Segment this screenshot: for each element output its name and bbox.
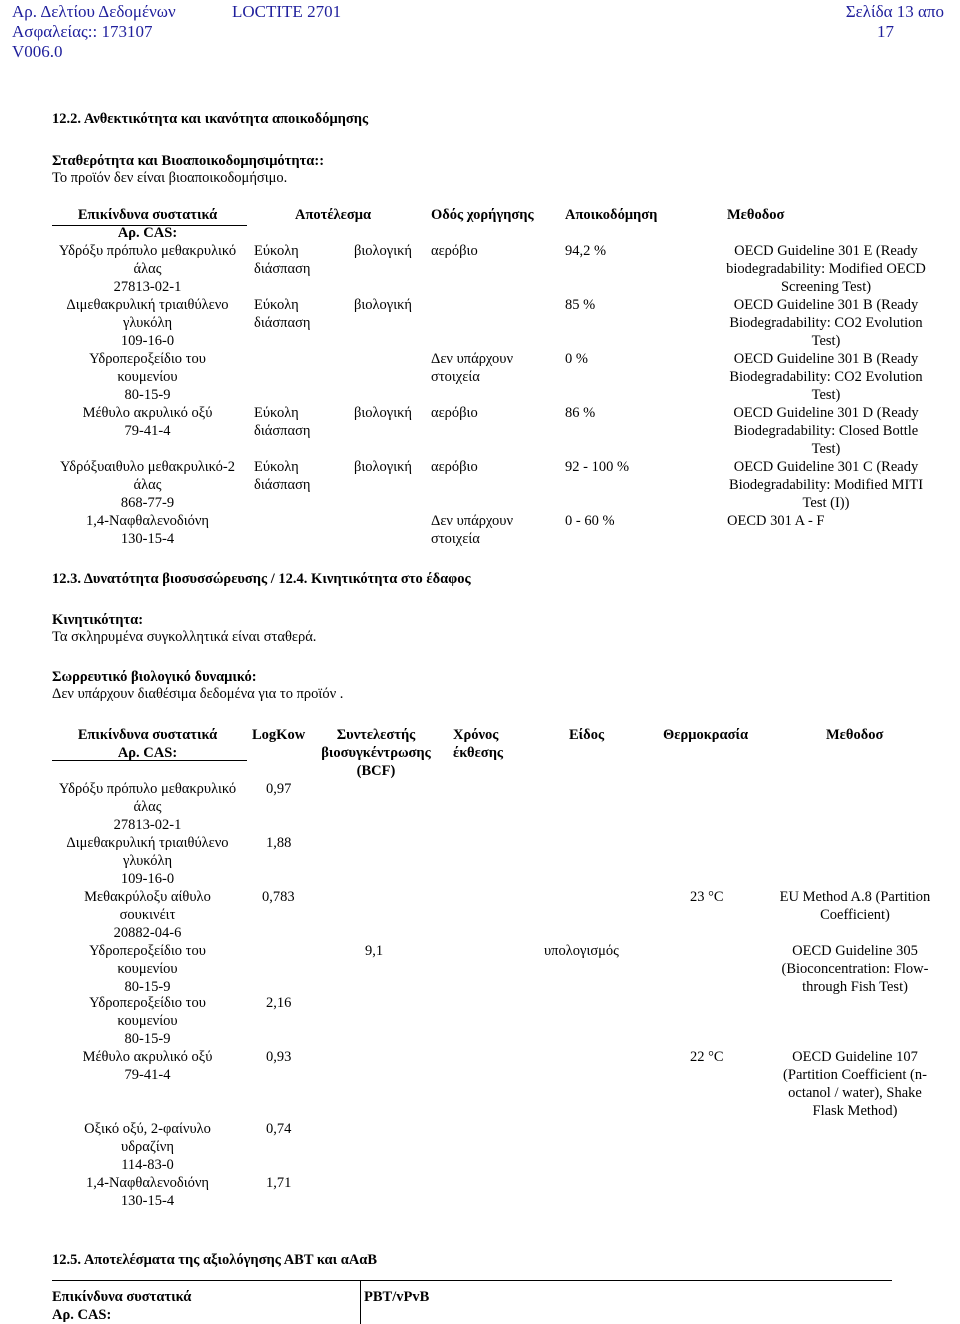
t1-header-degradation: Αποικοδόμηση (565, 207, 658, 223)
t1-header-component: Επικίνδυνα συστατικά Αρ. CAS: (77, 207, 218, 241)
t1-route: βιολογική (354, 405, 413, 421)
t2-species: υπολογισμός (544, 943, 619, 959)
t1-medium: αερόβιο (431, 243, 478, 259)
t1-degradation: 0 % (565, 351, 588, 367)
mobility-label: Κινητικότητα: (52, 612, 144, 628)
t1-component: Μέθυλο ακρυλικό οξύ 79-41-4 (82, 405, 213, 439)
page-number (790, 2, 944, 42)
page-number-line1: Σελίδα 13 απο (845, 2, 944, 21)
section-12-2-heading: 12.2. Ανθεκτικότητα και ικανότητα αποικοδόμησης (52, 111, 369, 127)
t2-logkow: 1,88 (266, 835, 292, 851)
t1-header-method: Μεθοδοσ (727, 207, 785, 223)
section-12-3-heading: 12.3. Δυνατότητα βιοσυσσώρευσης / 12.4. Κινητικότητα στο έδαφος (52, 571, 471, 587)
stability-text: Το προϊόν δεν είναι βιοαποικοδομήσιμο. (52, 170, 288, 186)
t2-temperature: 23 °C (690, 889, 724, 905)
t1-method: OECD Guideline 301 B (Ready Biodegradability: CO2 Evolution Test) (729, 351, 923, 403)
t2-method: OECD Guideline 305 (Bioconcentration: Flow- through Fish Test) (781, 943, 929, 995)
t1-result: Εύκολη διάσπαση (254, 405, 311, 439)
doc-header-left (12, 2, 176, 62)
t2-header-temperature: Θερμοκρασία (663, 727, 749, 743)
t2-header-exposure: Χρόνος έκθεσης (453, 727, 504, 761)
t1-medium: αερόβιο (431, 405, 478, 421)
t1-degradation: 86 % (565, 405, 596, 421)
t1-degradation: 0 - 60 % (565, 513, 615, 529)
t2-temperature: 22 °C (690, 1049, 724, 1065)
t1-component: 1,4-Ναφθαλενοδιόνη 130-15-4 (86, 513, 209, 547)
t2-logkow: 0,97 (266, 781, 292, 797)
t1-component: Υδρόξυαιθυλο μεθακρυλικό-2 άλας 868-77-9 (60, 459, 235, 511)
t2-method: EU Method A.8 (Partition Coefficient) (779, 889, 931, 923)
t1-result: Εύκολη διάσπαση (254, 459, 311, 493)
stability-heading: Σταθερότητα και Βιοαποικοδομησιμότητα:: (52, 153, 325, 169)
t1-header-result: Αποτέλεσμα (295, 207, 372, 223)
t1-degradation: 85 % (565, 297, 596, 313)
t2-component: Μεθακρύλοξυ αίθυλο σουκινέιτ 20882-04-6 (84, 889, 211, 941)
t2-component: Μέθυλο ακρυλικό οξύ 79-41-4 (82, 1049, 213, 1083)
t2-logkow: 0,783 (262, 889, 295, 905)
t1-result: Εύκολη διάσπαση (254, 297, 311, 331)
t2-header-component: Επικίνδυνα συστατικά Αρ. CAS: (77, 727, 218, 761)
t2-header-species: Είδος (569, 727, 605, 743)
section-12-5-heading: 12.5. Αποτελέσματα της αξιολόγησης ΑΒΤ και αΑαΒ (52, 1252, 378, 1268)
version-label: V006.0 (12, 42, 63, 61)
t2-component: Υδρόξυ πρόπυλο μεθακρυλικό άλας 27813-02-1 (58, 781, 237, 833)
t1-result: Εύκολη διάσπαση (254, 243, 311, 277)
t1-medium: Δεν υπάρχουν στοιχεία (431, 351, 514, 385)
t2-bcf: 9,1 (365, 943, 384, 959)
t1-component: Υδρόξυ πρόπυλο μεθακρυλικό άλας 27813-02-1 (58, 243, 237, 295)
t2-logkow: 0,93 (266, 1049, 292, 1065)
t3-header-component: Επικίνδυνα συστατικά Αρ. CAS: (52, 1289, 192, 1323)
t1-route: βιολογική (354, 459, 413, 475)
t2-component: Υδροπεροξείδιο του κουμενίου 80-15-9 (89, 943, 206, 995)
bioaccumulation-label: Σωρρευτικό βιολογικό δυναμικό: (52, 669, 257, 685)
t2-component: 1,4-Ναφθαλενοδιόνη 130-15-4 (86, 1175, 209, 1209)
t1-medium: Δεν υπάρχουν στοιχεία (431, 513, 514, 547)
t3-header-pbt: PBT/vPvB (364, 1289, 430, 1305)
sds-number-label: Αρ. Δελτίου Δεδομένων (12, 2, 176, 21)
mobility-text: Τα σκληρυμένα συγκολλητικά είναι σταθερά. (52, 629, 317, 645)
t1-route: βιολογική (354, 243, 413, 259)
t2-method: OECD Guideline 107 (Partition Coefficient (n- octanol / water), Shake Flask Method) (783, 1049, 927, 1119)
page-number-line2: 17 (877, 22, 894, 41)
t1-method: OECD Guideline 301 E (Ready biodegradability: Modified OECD Screening Test) (726, 243, 926, 295)
t2-header-logkow: LogKow (252, 727, 306, 743)
t2-header-bcf: Συντελεστής βιοσυγκέντρωσης (BCF) (321, 727, 431, 779)
t2-logkow: 0,74 (266, 1121, 292, 1137)
t1-route: βιολογική (354, 297, 413, 313)
t2-component: Υδροπεροξείδιο του κουμενίου 80-15-9 (89, 995, 206, 1047)
t1-method: OECD Guideline 301 D (Ready Biodegradability: Closed Bottle Test) (733, 405, 919, 457)
t1-degradation: 92 - 100 % (565, 459, 630, 475)
t2-header-method: Μεθοδοσ (826, 727, 884, 743)
t2-logkow: 1,71 (266, 1175, 292, 1191)
t2-logkow: 2,16 (266, 995, 292, 1011)
t1-method: OECD Guideline 301 B (Ready Biodegradability: CO2 Evolution Test) (729, 297, 923, 349)
t1-method: OECD 301 A - F (727, 513, 825, 529)
t1-degradation: 94,2 % (565, 243, 607, 259)
sds-number-value: Ασφαλείας:: 173107 (12, 22, 153, 41)
bioaccumulation-text: Δεν υπάρχουν διαθέσιμα δεδομένα για το προϊόν . (52, 686, 344, 702)
t1-component: Διμεθακρυλική τριαιθύλενο γλυκόλη 109-16-0 (66, 297, 229, 349)
t1-method: OECD Guideline 301 C (Ready Biodegradability: Modified MITI Test (I)) (728, 459, 924, 511)
t2-component: Οξικό οξύ, 2-φαίνυλο υδραζίνη 114-83-0 (84, 1121, 211, 1173)
t2-component: Διμεθακρυλική τριαιθύλενο γλυκόλη 109-16-0 (66, 835, 229, 887)
product-name: LOCTITE 2701 (232, 2, 342, 21)
t1-component: Υδροπεροξείδιο του κουμενίου 80-15-9 (89, 351, 206, 403)
t1-header-route: Οδός χορήγησης (431, 207, 534, 223)
t1-medium: αερόβιο (431, 459, 478, 475)
